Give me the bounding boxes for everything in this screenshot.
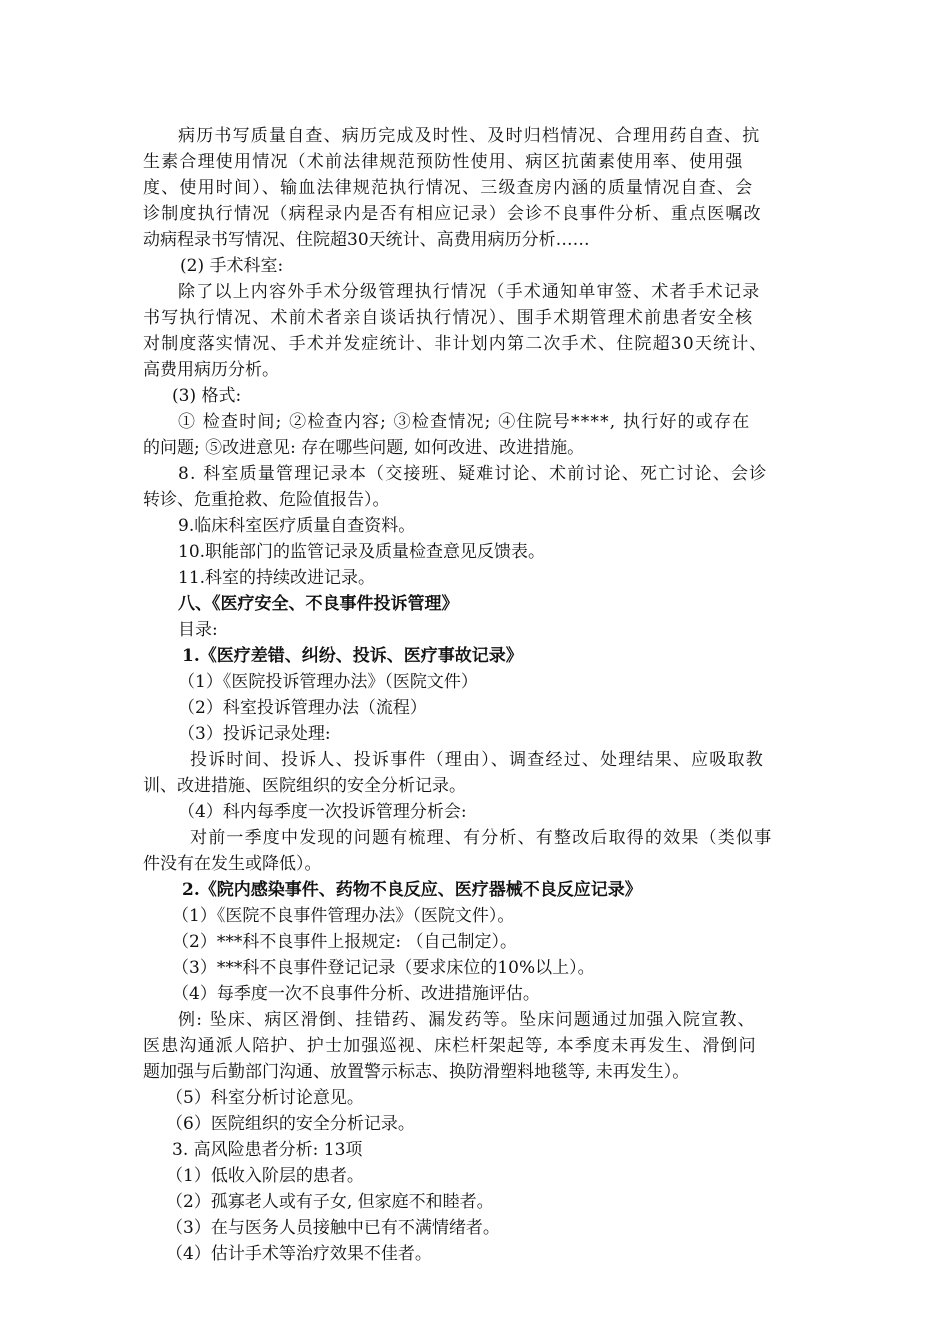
text-line: （1）低收入阶层的患者。: [166, 1166, 364, 1186]
text-line: （2）***科不良事件上报规定: （自己制定）。: [172, 932, 517, 952]
text-line: 例: 坠床、病区滑倒、挂错药、漏发药等。坠床问题通过加强入院宣教、: [178, 1010, 756, 1030]
text-line: (3) 格式:: [172, 386, 242, 406]
subsection-heading: 1.《医疗差错、纠纷、投诉、医疗事故记录》: [182, 646, 523, 666]
text-line: （2）科室投诉管理办法（流程）: [178, 698, 427, 718]
text-line: 除了以上内容外手术分级管理执行情况（手术通知单审签、术者手术记录: [178, 282, 761, 302]
text-line: (2) 手术科室:: [180, 256, 284, 276]
text-line: 11.科室的持续改进记录。: [178, 568, 376, 588]
text-line: （2）孤寡老人或有子女, 但家庭不和睦者。: [166, 1192, 494, 1212]
text-line: 动病程录书写情况、住院超30天统计、高费用病历分析……: [143, 230, 590, 250]
text-line: （1）《医院不良事件管理办法》（医院文件）。: [172, 906, 515, 926]
text-line: （1）《医院投诉管理办法》（医院文件）: [178, 672, 478, 692]
text-line: 诊制度执行情况（病程录内是否有相应记录）会诊不良事件分析、重点医嘱改: [143, 204, 762, 224]
text-line: 对前一季度中发现的问题有梳理、有分析、有整改后取得的效果（类似事: [190, 828, 773, 848]
text-line: 高费用病历分析。: [143, 360, 279, 380]
text-line: 书写执行情况、术前术者亲自谈话执行情况）、围手术期管理术前患者安全核: [143, 308, 754, 328]
text-line: ① 检查时间; ②检查内容; ③检查情况; ④住院号****, 执行好的或存在: [178, 412, 751, 432]
text-line: 生素合理使用情况（术前法律规范预防性使用、病区抗菌素使用率、使用强: [143, 152, 744, 172]
text-line: 对制度落实情况、手术并发症统计、非计划内第二次手术、住院超30天统计、: [143, 334, 768, 354]
text-line: （4）科内每季度一次投诉管理分析会:: [178, 802, 467, 822]
text-line: （3）在与医务人员接触中已有不满情绪者。: [166, 1218, 500, 1238]
text-line: （3）***科不良事件登记记录（要求床位的10%以上）。: [172, 958, 595, 978]
text-line: 9.临床科室医疗质量自查资料。: [178, 516, 416, 536]
text-line: （5）科室分析讨论意见。: [166, 1088, 364, 1108]
text-line: 的问题; ⑤改进意见: 存在哪些问题, 如何改进、改进措施。: [143, 438, 585, 458]
text-line: （4）估计手术等治疗效果不佳者。: [166, 1244, 432, 1264]
text-line: （4）每季度一次不良事件分析、改进措施评估。: [172, 984, 540, 1004]
text-line: 度、使用时间）、输血法律规范执行情况、三级查房内涵的质量情况自查、会: [143, 178, 754, 198]
text-line: （6）医院组织的安全分析记录。: [166, 1114, 415, 1134]
text-line: 件没有在发生或降低）。: [143, 854, 322, 874]
text-line: 3. 高风险患者分析: 13项: [172, 1140, 363, 1160]
text-line: 10.职能部门的监管记录及质量检查意见反馈表。: [178, 542, 546, 562]
text-line: 医患沟通派人陪护、护士加强巡视、床栏杆架起等, 本季度未再发生、滑倒问: [143, 1036, 757, 1056]
text-line: （3）投诉记录处理:: [178, 724, 331, 744]
text-line: 8. 科室质量管理记录本（交接班、疑难讨论、术前讨论、死亡讨论、会诊: [178, 464, 768, 484]
text-line: 病历书写质量自查、病历完成及时性、及时归档情况、合理用药自查、抗: [178, 126, 761, 146]
text-line: 训、改进措施、医院组织的安全分析记录。: [143, 776, 466, 796]
section-heading: 八、《医疗安全、不良事件投诉管理》: [178, 594, 459, 614]
text-line: 转诊、危重抢救、危险值报告）。: [143, 490, 390, 510]
subsection-heading: 2.《院内感染事件、药物不良反应、医疗器械不良反应记录》: [182, 880, 642, 900]
text-line: 目录:: [178, 620, 218, 640]
text-line: 题加强与后勤部门沟通、放置警示标志、换防滑塑料地毯等, 未再发生）。: [143, 1062, 690, 1082]
text-line: 投诉时间、投诉人、投诉事件（理由）、调查经过、处理结果、应吸取教: [190, 750, 764, 770]
